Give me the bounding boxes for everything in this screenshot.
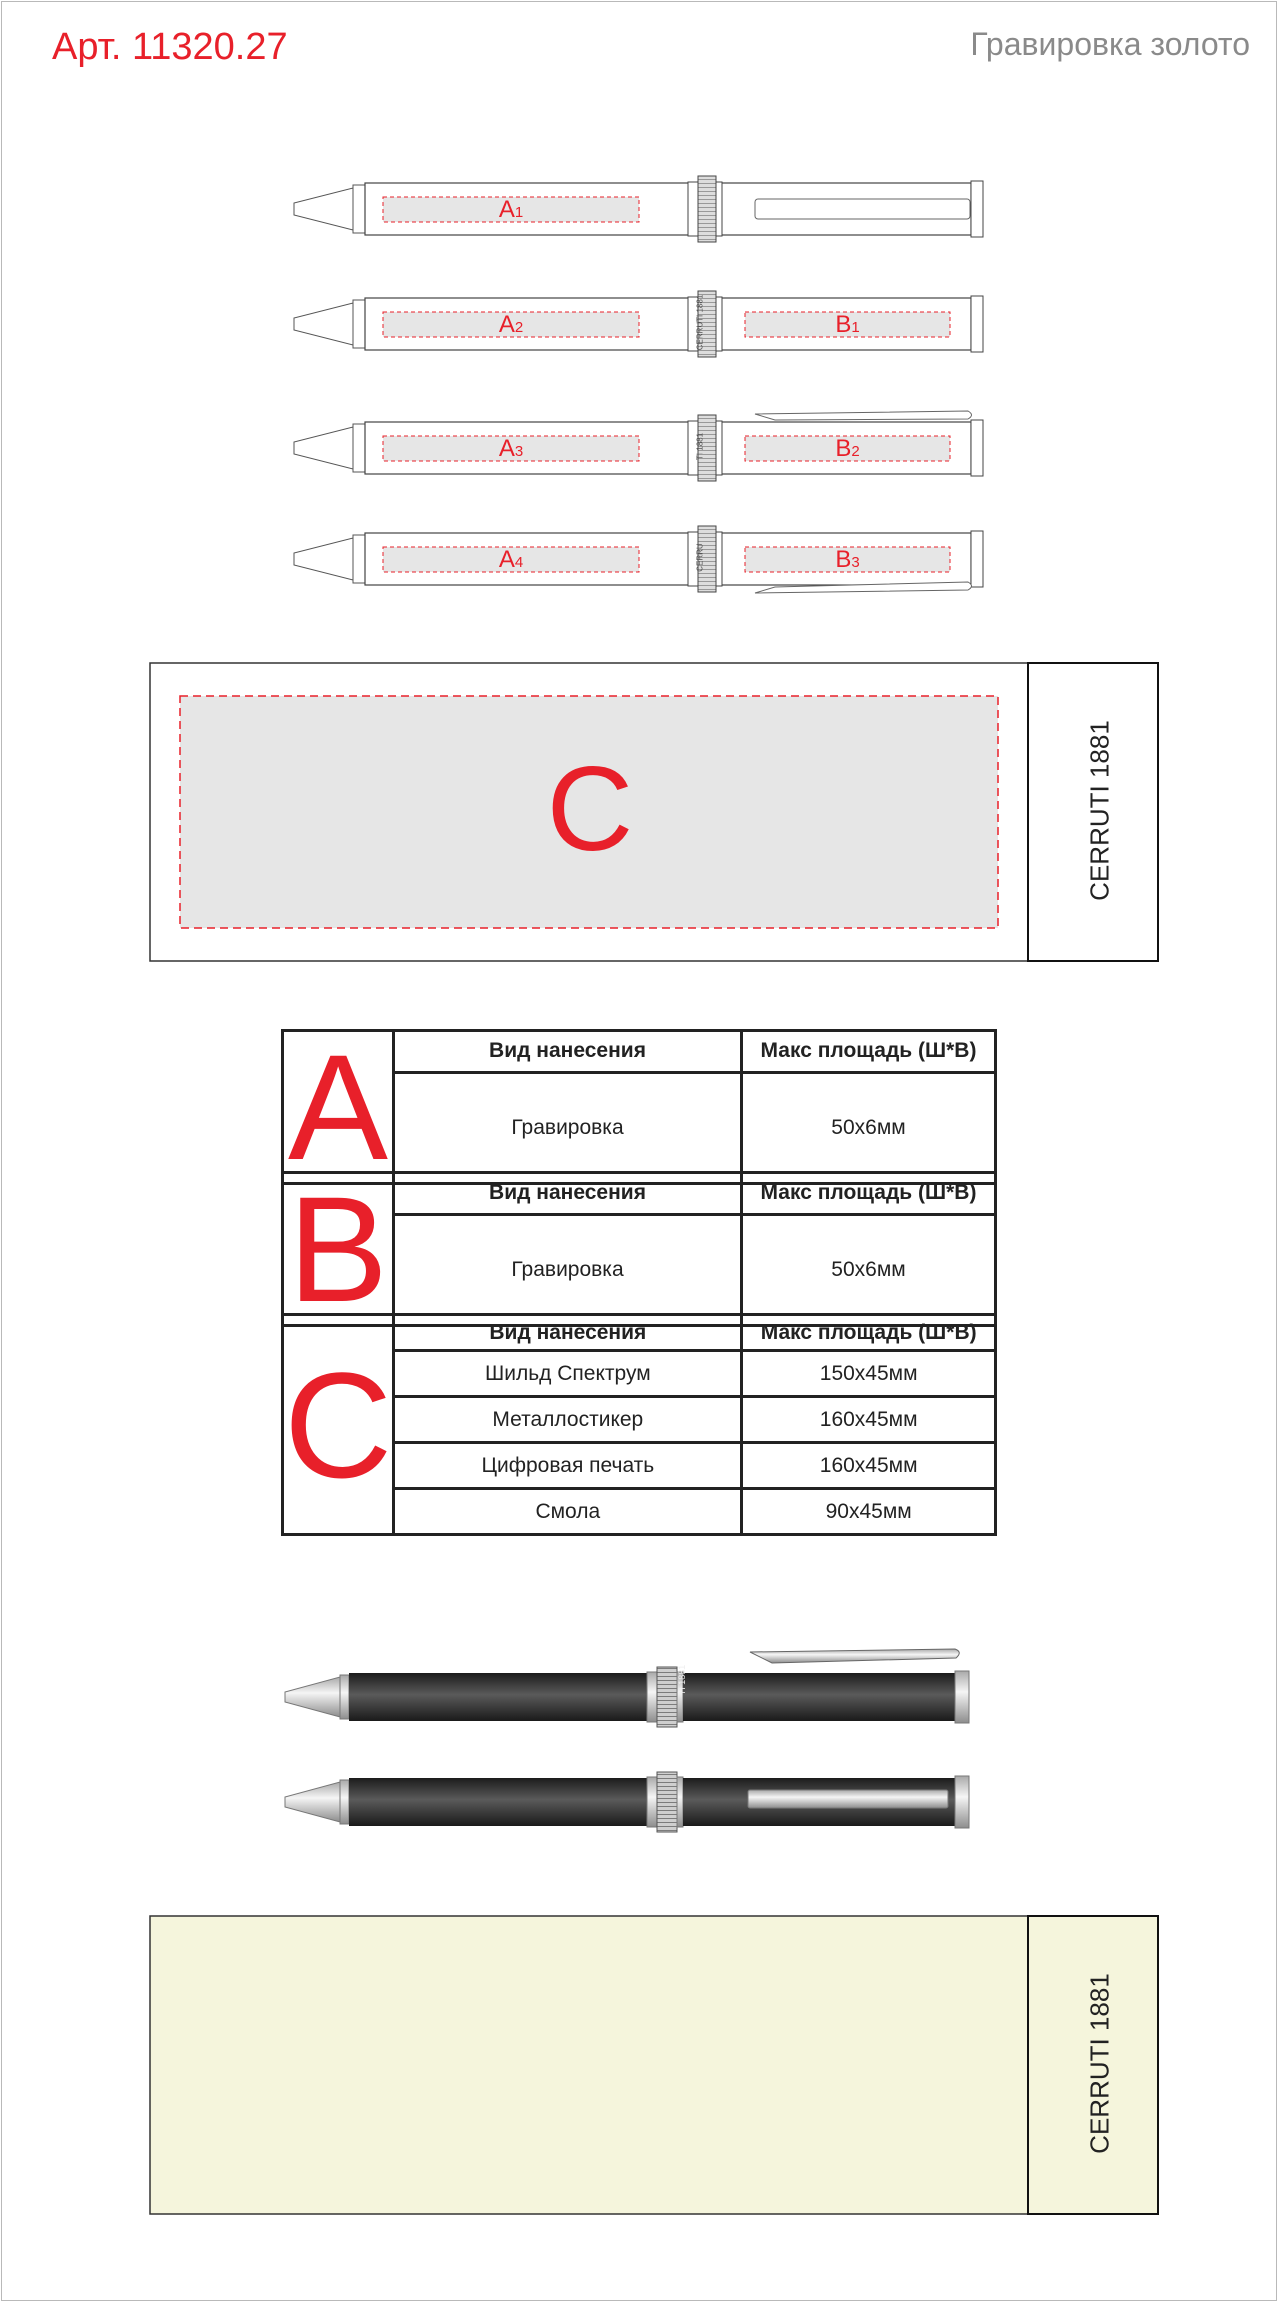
zone-a-letter: A xyxy=(498,311,515,338)
cell-method: Гравировка xyxy=(394,1072,742,1183)
zone-a-label xyxy=(383,311,639,341)
zone-b-index: 3 xyxy=(851,554,860,571)
cell-size: 160х45мм xyxy=(742,1443,996,1489)
table-zone-a xyxy=(281,1023,997,1191)
header-method: Вид нанесения xyxy=(394,1173,742,1215)
table-zone-c xyxy=(281,1313,997,1536)
zone-a-index: 1 xyxy=(514,204,524,221)
cell-method: Металлостикер xyxy=(394,1397,742,1443)
zone-c-label: C xyxy=(546,742,634,876)
box-brand-real: CERRUTI 1881 xyxy=(1084,1973,1115,2154)
header-method: Вид нанесения xyxy=(394,1315,742,1351)
header-size: Макс площадь (Ш*В) xyxy=(742,1173,996,1215)
zone-a-index: 3 xyxy=(514,443,524,460)
cell-size: 90х45мм xyxy=(742,1489,996,1535)
cell-method: Шильд Спектрум xyxy=(394,1351,742,1397)
header-size: Макс площадь (Ш*В) xyxy=(742,1315,996,1351)
cell-size: 50х6мм xyxy=(742,1072,996,1183)
cell-method: Цифровая печать xyxy=(394,1443,742,1489)
header-size: Макс площадь (Ш*В) xyxy=(742,1031,996,1073)
box-brand-schematic: CERRUTI 1881 xyxy=(1084,720,1115,901)
zone-b-label xyxy=(745,546,950,576)
zone-b-letter: B xyxy=(835,435,852,462)
pen-real-2 xyxy=(280,1742,1000,1832)
zone-c-letter: C xyxy=(283,1315,394,1535)
ring-engraving: CERRU xyxy=(695,543,705,572)
zone-b-label xyxy=(745,311,950,341)
table-zone-b xyxy=(281,1165,997,1333)
zone-b-index: 2 xyxy=(851,443,860,460)
ring-engraving: TI 1881 xyxy=(695,432,705,461)
header-method: Вид нанесения xyxy=(394,1031,742,1073)
zone-a-index: 4 xyxy=(514,554,524,571)
zone-a-index: 2 xyxy=(514,319,524,336)
cell-size: 150х45мм xyxy=(742,1351,996,1397)
cell-size: 50х6мм xyxy=(742,1214,996,1325)
zone-b-letter: B xyxy=(835,546,852,573)
zone-b-letter: B xyxy=(835,311,852,338)
cell-size: 160х45мм xyxy=(742,1397,996,1443)
ring-engraving-real: TI 1881 xyxy=(677,1664,687,1696)
zone-b-letter: B xyxy=(283,1173,394,1326)
zone-a-letter: A xyxy=(283,1031,394,1184)
zone-b-label xyxy=(745,435,950,465)
zone-a-label xyxy=(383,196,639,226)
pen-real-1 xyxy=(280,1640,1000,1730)
zone-a-letter: A xyxy=(498,435,515,462)
zone-a-letter: A xyxy=(498,546,515,573)
engraving-method-title: Гравировка золото xyxy=(970,26,1250,62)
cell-method: Гравировка xyxy=(394,1214,742,1325)
box-real xyxy=(150,1916,1160,2216)
zone-a-label xyxy=(383,546,639,576)
zone-a-letter: A xyxy=(498,196,515,223)
cell-method: Смола xyxy=(394,1489,742,1535)
article-title: Арт. 11320.27 xyxy=(52,26,288,68)
zone-b-index: 1 xyxy=(851,319,860,336)
zone-a-label xyxy=(383,435,639,465)
ring-engraving: CERRUTI 1881 xyxy=(695,294,705,351)
